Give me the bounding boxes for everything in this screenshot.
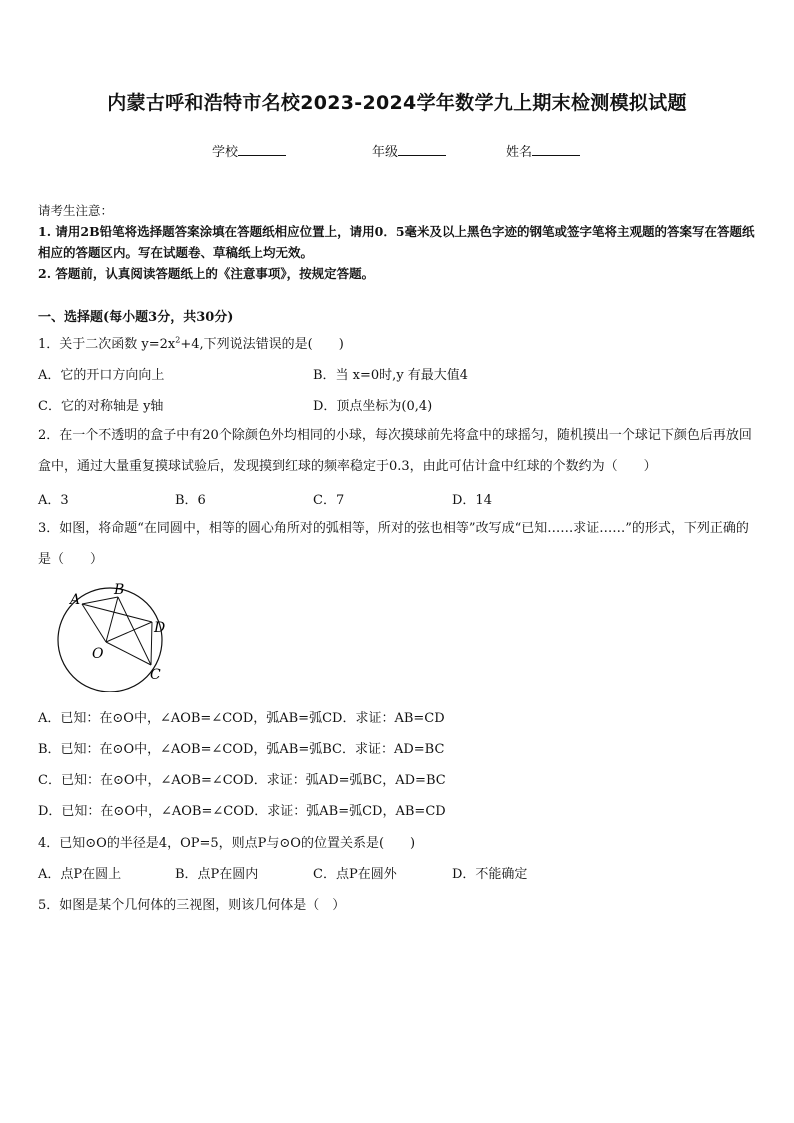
school-blank [238, 143, 286, 156]
exam-title: 内蒙古呼和浩特市名校2023-2024学年数学九上期末检测模拟试题 [107, 92, 687, 114]
q2-option-d: D．14 [452, 493, 492, 508]
q1-stem-b: +4,下列说法错误的是( ) [180, 337, 344, 352]
q2-option-b: B．6 [175, 493, 206, 508]
grade-blank [398, 143, 446, 156]
label-o: O [92, 646, 104, 662]
q3-stem: 3．如图，将命题“在同圆中，相等的圆心角所对的弧相等，所对的弦也相等”改写成“已知……求证……”的形式，下列正确的是（ ） [38, 521, 749, 567]
name-label: 姓名 [506, 145, 533, 160]
q4-option-d: D．不能确定 [452, 867, 528, 882]
q3-option-d: D．已知：在⊙O中，∠AOB=∠COD．求证：弧AB=弧CD，AB=CD [38, 804, 446, 819]
q1-stem [38, 333, 344, 352]
chord-ab [82, 597, 118, 604]
notice-item-2: 2. 答题前，认真阅读答题纸上的《注意事项》，按规定答题。 [38, 266, 375, 281]
segment-oc [106, 642, 151, 665]
segment-bo [106, 597, 118, 642]
grade-field [372, 141, 446, 160]
chord-bc [118, 597, 151, 665]
circle-figure [52, 582, 182, 692]
section-heading: 一、选择题(每小题3分，共30分) [38, 310, 234, 325]
q4-option-c: C．点P在圆外 [313, 867, 397, 882]
notice-heading: 请考生注意： [38, 203, 114, 218]
label-c: C [150, 667, 161, 683]
q3-option-c: C．已知：在⊙O中，∠AOB=∠COD．求证：弧AD=弧BC，AD=BC [38, 773, 446, 788]
chord-cd [151, 622, 152, 665]
label-b: B [114, 582, 125, 598]
q1-option-d: D．顶点坐标为(0,4) [313, 399, 433, 414]
q2-stem: 2．在一个不透明的盒子中有20个除颜色外均相同的小球，每次摸球前先将盒中的球摇匀，随机摸出一个球记下颜色后再放回盒中，通过大量重复摸球试验后，发现摸到红球的频率稳定于0.3，由此可估计盒中红球的个数约为（ ） [38, 428, 752, 474]
q4-option-a: A．点P在圆上 [38, 867, 122, 882]
school-label: 学校 [212, 145, 239, 160]
q1-stem-a: 1．关于二次函数 y=2x [38, 337, 176, 352]
name-blank [532, 143, 580, 156]
q4-stem: 4．已知⊙O的半径是4，OP=5，则点P与⊙O的位置关系是( ) [38, 836, 416, 851]
q3-option-b: B．已知：在⊙O中，∠AOB=∠COD，弧AB=弧BC．求证：AD=BC [38, 742, 445, 757]
notice-block [38, 200, 760, 284]
q1-option-b: B．当 x=0时,y 有最大值4 [313, 368, 469, 383]
segment-od [106, 622, 152, 642]
q3-option-a: A．已知：在⊙O中，∠AOB=∠COD，弧AB=弧CD．求证：AB=CD [38, 711, 445, 726]
q1-option-c: C．它的对称轴是 y轴 [38, 399, 164, 414]
school-field [212, 141, 286, 160]
label-a: A [70, 592, 81, 608]
q1-option-a: A．它的开口方向向上 [38, 368, 165, 383]
grade-label: 年级 [372, 145, 399, 160]
chord-ad [82, 604, 152, 622]
q2-option-c: C．7 [313, 493, 345, 508]
q4-option-b: B．点P在圆内 [175, 867, 259, 882]
label-d: D [154, 620, 166, 636]
name-field [506, 141, 580, 160]
notice-item-1: 1. 请用2B铅笔将选择题答案涂填在答题纸相应位置上，请用0．5毫米及以上黑色字迹的钢笔或签字笔将主观题的答案写在答题纸相应的答题区内。写在试题卷、草稿纸上均无效。 [38, 224, 755, 260]
q1-stem-sup: 2 [175, 335, 181, 345]
q2-option-a: A．3 [38, 493, 69, 508]
q5-stem: 5．如图是某个几何体的三视图，则该几何体是（ ） [38, 898, 346, 913]
